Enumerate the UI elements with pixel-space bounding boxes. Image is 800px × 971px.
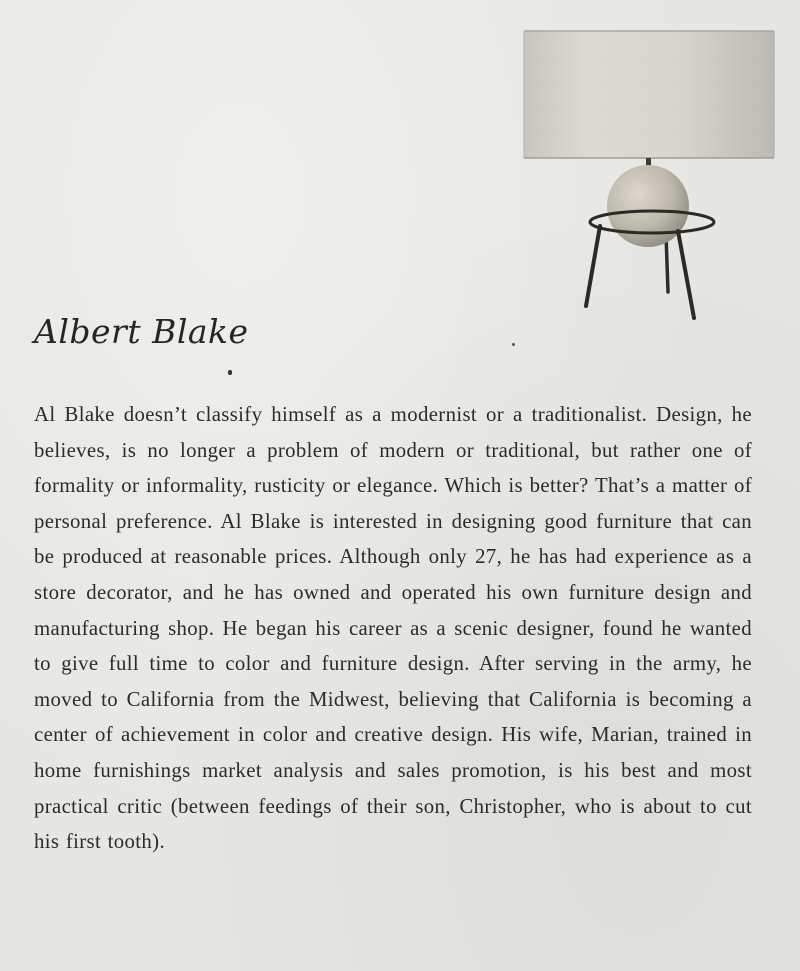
decorative-dot [228,370,232,375]
print-speck [512,343,515,346]
article-body: Al Blake doesn’t classify himself as a modernist or a traditionalist. Design, he believes, is no longer a problem of modern or traditional, but rather one of formality or informality, rusticity or elegance. Which is better? That’s a matter of personal preference. Al Blake is interested in designing good furniture that can be produced at reasonable prices. Although only 27, he has had experience as a store decorator, and he has owned and operated his own furniture design and manufacturing shop. He began his career as a scenic designer, found he wanted to give full time to color and furniture design. After serving in the army, he moved to California from the Midwest, believing that California is becoming a center of achievement in color and creative design. His wife, Marian, trained in home furnishings market analysis and sales promotion, is his best and most practical critic (between feedings of their son, Christopher, who is about to cut his first tooth). [34,403,752,854]
article-title: Albert Blake [34,312,249,351]
lamp-leg [666,234,668,292]
lamp-leg [586,226,600,306]
table-lamp-photo [518,26,780,326]
lamp-shade [524,31,774,158]
lamp-leg [678,231,694,318]
